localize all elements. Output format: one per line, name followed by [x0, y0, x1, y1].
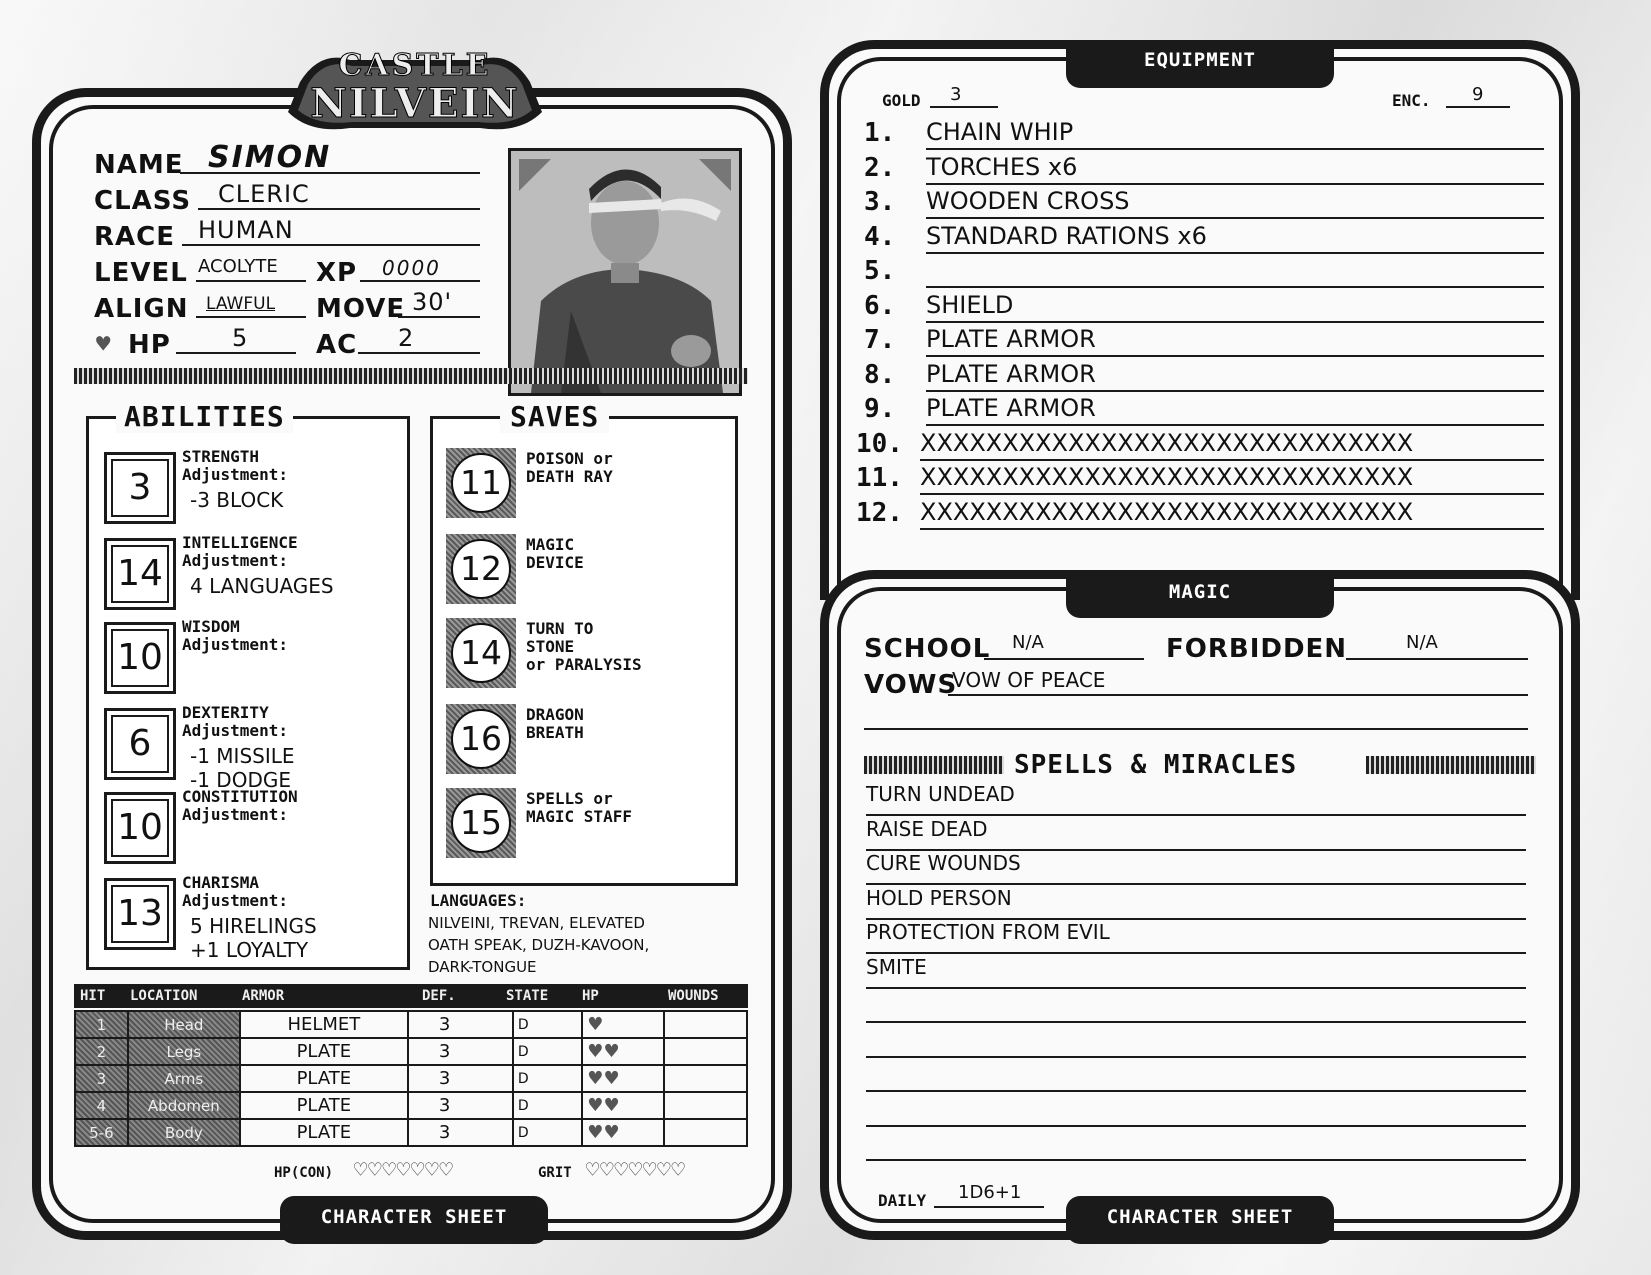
ability-name: WISDOM — [182, 617, 240, 636]
hp-line — [176, 352, 296, 354]
spell-line[interactable] — [866, 1127, 1526, 1161]
hit-table-row — [75, 1119, 747, 1146]
equipment-number: 5. — [864, 256, 896, 286]
magic-tab: MAGIC — [1066, 572, 1334, 618]
grit-tracker[interactable] — [586, 1158, 686, 1183]
ability-adjustment-label: Adjustment: — [182, 635, 288, 654]
state-cell[interactable]: D — [513, 1092, 582, 1119]
location-cell: Head — [128, 1011, 240, 1038]
wounds-cell[interactable] — [664, 1011, 747, 1038]
equipment-row — [864, 291, 1544, 325]
equipment-list — [856, 118, 1524, 548]
vows-value[interactable]: VOW OF PEACE — [952, 668, 1106, 692]
state-cell[interactable]: D — [513, 1119, 582, 1146]
align-value[interactable]: LAWFUL — [206, 294, 276, 314]
hp-heart-icon[interactable]: ♥ — [587, 1068, 604, 1089]
xp-value[interactable]: 0000 — [382, 256, 441, 280]
hit-table-header — [74, 984, 748, 1008]
right-footer-tab: CHARACTER SHEET — [1066, 1196, 1334, 1244]
equipment-number: 3. — [864, 187, 896, 217]
hp-heart-icon[interactable]: ♥ — [587, 1014, 604, 1035]
spell-line[interactable]: RAISE DEAD — [866, 817, 1526, 851]
equipment-item[interactable]: XXXXXXXXXXXXXXXXXXXXXXXXXXXXXX — [920, 498, 1544, 530]
wounds-cell[interactable] — [664, 1038, 747, 1065]
daily-line — [934, 1206, 1044, 1208]
equipment-row — [856, 497, 1544, 532]
vows-line-2 — [864, 728, 1528, 730]
def-cell: 3 — [408, 1092, 513, 1119]
header-divider — [74, 368, 748, 384]
spells-title: SPELLS & MIRACLES — [1014, 750, 1298, 780]
empty-heart-icon[interactable]: ♡ — [396, 1158, 410, 1183]
location-cell: Arms — [128, 1065, 240, 1092]
languages-label: LANGUAGES: — [430, 891, 527, 910]
vows-label: VOWS — [864, 670, 958, 700]
wounds-header: WOUNDS — [668, 988, 719, 1004]
school-value[interactable]: N/A — [1012, 632, 1044, 653]
ac-value[interactable]: 2 — [398, 324, 415, 352]
daily-label: DAILY — [878, 1191, 927, 1210]
heart-icon: ♥ — [96, 330, 111, 358]
def-cell: 3 — [408, 1038, 513, 1065]
hit-cell: 3 — [75, 1065, 128, 1092]
move-value[interactable]: 30' — [412, 288, 453, 316]
equipment-item[interactable]: STANDARD RATIONS x6 — [926, 222, 1544, 254]
logo-line1: CASTLE — [338, 48, 492, 83]
level-line — [196, 280, 306, 282]
hit-cell: 2 — [75, 1038, 128, 1065]
equipment-row — [856, 428, 1544, 463]
equipment-item[interactable] — [926, 256, 1544, 288]
equipment-row — [864, 222, 1544, 256]
save-label-line: TURN TO — [526, 619, 594, 638]
wounds-cell[interactable] — [664, 1119, 747, 1146]
location-header: LOCATION — [130, 988, 198, 1004]
ability-name: STRENGTH — [182, 447, 260, 466]
saves-title: SAVES — [500, 400, 609, 433]
spell-line[interactable]: CURE WOUNDS — [866, 851, 1526, 885]
ability-adjustment-note[interactable]: 4 LANGUAGES — [190, 574, 334, 598]
equipment-item[interactable]: PLATE ARMOR — [926, 394, 1544, 426]
empty-heart-icon[interactable]: ♡ — [411, 1158, 425, 1183]
state-header: STATE — [506, 988, 549, 1004]
hp-heart-icon[interactable]: ♥ — [587, 1041, 604, 1062]
spell-line[interactable]: SMITE — [866, 955, 1526, 989]
equipment-number: 8. — [864, 359, 896, 390]
languages-line-2: OATH SPEAK, DUZH-KAVOON, — [428, 936, 650, 954]
ability-adjustment-note[interactable]: +1 LOYALTY — [190, 938, 309, 962]
save-label-line: or PARALYSIS — [526, 655, 642, 674]
spell-line[interactable] — [866, 989, 1526, 1023]
empty-heart-icon[interactable]: ♡ — [382, 1158, 396, 1183]
save-badge[interactable] — [446, 618, 516, 688]
xp-line — [360, 280, 480, 282]
languages-line-3: DARK-TONGUE — [428, 958, 537, 976]
logo-line2: NILVEIN — [310, 80, 520, 127]
align-label: ALIGN — [94, 294, 189, 324]
hit-table-row — [75, 1065, 747, 1092]
vows-line — [948, 694, 1528, 696]
languages-line-1: NILVEINI, TREVAN, ELEVATED — [428, 914, 645, 932]
race-line — [182, 244, 480, 246]
save-label-line: STONE — [526, 637, 575, 656]
equipment-number: 1. — [864, 118, 896, 148]
equipment-row — [864, 360, 1544, 394]
equipment-item[interactable]: TORCHES x6 — [926, 153, 1544, 185]
hp-cell[interactable] — [582, 1011, 664, 1038]
armor-cell: HELMET — [240, 1011, 408, 1038]
equipment-item[interactable]: PLATE ARMOR — [926, 325, 1544, 357]
class-value[interactable]: CLERIC — [218, 180, 310, 208]
save-label-line: DEVICE — [526, 553, 584, 572]
ac-label: AC — [316, 330, 358, 360]
state-cell[interactable]: D — [513, 1038, 582, 1065]
equipment-number: 2. — [864, 152, 896, 183]
ability-adjustment-note[interactable]: 5 HIRELINGS — [190, 914, 317, 938]
hp-cell[interactable] — [582, 1065, 664, 1092]
character-portrait — [508, 148, 742, 396]
equipment-row — [864, 153, 1544, 187]
class-line — [198, 208, 480, 210]
spells-divider-right — [1366, 756, 1536, 774]
empty-heart-icon[interactable]: ♡ — [628, 1158, 642, 1183]
race-value[interactable]: HUMAN — [198, 216, 294, 244]
ability-name: CONSTITUTION — [182, 787, 298, 806]
gold-line — [930, 106, 998, 108]
save-label-line: MAGIC STAFF — [526, 807, 632, 826]
spell-line[interactable]: HOLD PERSON — [866, 886, 1526, 920]
empty-heart-icon[interactable]: ♡ — [368, 1158, 382, 1183]
hp-heart-icon[interactable]: ♥ — [603, 1068, 620, 1089]
equipment-number: 9. — [864, 394, 896, 424]
equipment-number: 4. — [864, 221, 896, 252]
portrait-illustration — [511, 151, 739, 393]
name-label: NAME — [94, 150, 184, 180]
gold-label: GOLD — [882, 91, 921, 110]
def-cell: 3 — [408, 1065, 513, 1092]
save-badge[interactable] — [446, 534, 516, 604]
enc-value[interactable]: 9 — [1472, 84, 1484, 105]
save-badge[interactable] — [446, 788, 516, 858]
save-badge[interactable] — [446, 704, 516, 774]
school-line — [984, 658, 1144, 660]
equipment-item[interactable]: SHIELD — [926, 291, 1544, 323]
location-cell: Body — [128, 1119, 240, 1146]
armor-cell: PLATE — [240, 1092, 408, 1119]
move-label: MOVE — [316, 294, 406, 324]
empty-heart-icon[interactable]: ♡ — [439, 1158, 453, 1183]
ability-score[interactable]: 14 — [104, 538, 176, 610]
spell-line[interactable] — [866, 1058, 1526, 1092]
daily-value[interactable]: 1D6+1 — [958, 1182, 1022, 1203]
save-label-line: SPELLS or — [526, 789, 613, 808]
def-cell: 3 — [408, 1011, 513, 1038]
empty-heart-icon[interactable]: ♡ — [657, 1158, 671, 1183]
ac-line — [358, 352, 480, 354]
empty-heart-icon[interactable]: ♡ — [425, 1158, 439, 1183]
gold-value[interactable]: 3 — [950, 84, 962, 105]
empty-heart-icon[interactable]: ♡ — [614, 1158, 628, 1183]
armor-cell: PLATE — [240, 1119, 408, 1146]
empty-heart-icon[interactable]: ♡ — [643, 1158, 657, 1183]
spell-list — [866, 782, 1530, 1172]
hit-location-table — [74, 1010, 748, 1147]
equipment-item[interactable]: WOODEN CROSS — [926, 187, 1544, 219]
save-value[interactable]: 11 — [451, 453, 511, 513]
spell-line[interactable] — [866, 1093, 1526, 1127]
empty-heart-icon[interactable]: ♡ — [600, 1158, 614, 1183]
empty-heart-icon[interactable]: ♡ — [354, 1158, 368, 1183]
equipment-row — [864, 118, 1544, 152]
abilities-title: ABILITIES — [116, 400, 293, 433]
equipment-number: 12. — [856, 497, 903, 528]
ability-score[interactable]: 6 — [104, 708, 176, 780]
ability-adjustment-note[interactable]: -1 MISSILE — [190, 744, 295, 768]
hit-table-row — [75, 1038, 747, 1065]
hit-cell: 1 — [75, 1011, 128, 1038]
ability-adjustment-label: Adjustment: — [182, 891, 288, 910]
align-line — [196, 316, 306, 318]
equipment-item[interactable]: PLATE ARMOR — [926, 360, 1544, 392]
level-label: LEVEL — [94, 258, 188, 288]
hp-cell[interactable] — [582, 1119, 664, 1146]
hp-value[interactable]: 5 — [232, 324, 249, 352]
ability-adjustment-note[interactable]: -3 BLOCK — [190, 488, 284, 512]
hp-heart-icon[interactable]: ♥ — [587, 1095, 604, 1116]
location-cell: Abdomen — [128, 1092, 240, 1119]
hp-label: HP — [128, 330, 171, 360]
ability-name: INTELLIGENCE — [182, 533, 298, 552]
state-cell[interactable]: D — [513, 1011, 582, 1038]
save-label-line: MAGIC — [526, 535, 575, 554]
equipment-number: 6. — [864, 290, 896, 321]
ability-score[interactable]: 3 — [104, 452, 176, 524]
spell-line[interactable]: TURN UNDEAD — [866, 782, 1526, 816]
save-label-line: BREATH — [526, 723, 584, 742]
ability-adjustment-label: Adjustment: — [182, 551, 288, 570]
save-badge[interactable] — [446, 448, 516, 518]
level-value[interactable]: ACOLYTE — [198, 256, 278, 277]
equipment-number: 7. — [864, 325, 896, 355]
hp-header: HP — [582, 988, 599, 1004]
ability-score[interactable]: 13 — [104, 878, 176, 950]
armor-cell: PLATE — [240, 1065, 408, 1092]
hp-heart-icon[interactable]: ♥ — [603, 1122, 620, 1143]
hit-header: HIT — [80, 988, 106, 1004]
class-label: CLASS — [94, 186, 192, 216]
forbidden-label: FORBIDDEN — [1166, 634, 1348, 664]
spell-line[interactable] — [866, 1024, 1526, 1058]
equipment-row — [864, 187, 1544, 221]
save-value[interactable]: 12 — [451, 539, 511, 599]
castle-nilvein-logo — [280, 42, 550, 136]
hit-table-row — [75, 1011, 747, 1038]
hp-con-tracker[interactable] — [354, 1158, 454, 1183]
ability-score[interactable]: 10 — [104, 792, 176, 864]
hit-cell: 4 — [75, 1092, 128, 1119]
equipment-number: 10. — [856, 428, 903, 459]
wounds-cell[interactable] — [664, 1065, 747, 1092]
school-label: SCHOOL — [864, 634, 991, 664]
equipment-item[interactable]: XXXXXXXXXXXXXXXXXXXXXXXXXXXXXX — [920, 429, 1544, 461]
ability-adjustment-label: Adjustment: — [182, 465, 288, 484]
equipment-number: 11. — [856, 463, 903, 493]
xp-label: XP — [316, 258, 358, 288]
enc-line — [1446, 106, 1510, 108]
save-label-line: DEATH RAY — [526, 467, 613, 486]
left-footer-tab: CHARACTER SHEET — [280, 1196, 548, 1244]
location-cell: Legs — [128, 1038, 240, 1065]
equipment-row — [864, 394, 1544, 428]
state-cell[interactable]: D — [513, 1065, 582, 1092]
hp-cell[interactable] — [582, 1092, 664, 1119]
equipment-row — [864, 256, 1544, 290]
equipment-row — [864, 325, 1544, 359]
move-line — [398, 316, 480, 318]
forbidden-value[interactable]: N/A — [1406, 632, 1438, 653]
def-cell: 3 — [408, 1119, 513, 1146]
ability-adjustment-label: Adjustment: — [182, 805, 288, 824]
ability-score[interactable]: 10 — [104, 622, 176, 694]
equipment-row — [856, 463, 1544, 497]
hp-heart-icon[interactable]: ♥ — [587, 1122, 604, 1143]
armor-header: ARMOR — [242, 988, 285, 1004]
def-header: DEF. — [422, 988, 456, 1004]
hp-cell[interactable] — [582, 1038, 664, 1065]
race-label: RACE — [94, 222, 175, 252]
save-value[interactable]: 15 — [451, 793, 511, 853]
empty-heart-icon[interactable]: ♡ — [586, 1158, 600, 1183]
forbidden-line — [1346, 658, 1528, 660]
name-value[interactable]: SIMON — [208, 140, 332, 175]
enc-label: ENC. — [1392, 91, 1431, 110]
ability-name: CHARISMA — [182, 873, 260, 892]
save-label-line: DRAGON — [526, 705, 584, 724]
ability-adjustment-note[interactable]: -1 DODGE — [190, 768, 291, 792]
save-label-line: POISON or — [526, 449, 613, 468]
hp-con-label: HP(CON) — [274, 1165, 334, 1181]
hit-cell: 5-6 — [75, 1119, 128, 1146]
hp-heart-icon[interactable]: ♥ — [603, 1095, 620, 1116]
save-value[interactable]: 16 — [451, 709, 511, 769]
wounds-cell[interactable] — [664, 1092, 747, 1119]
hp-heart-icon[interactable]: ♥ — [603, 1041, 620, 1062]
equipment-item[interactable]: XXXXXXXXXXXXXXXXXXXXXXXXXXXXXX — [920, 463, 1544, 495]
save-value[interactable]: 14 — [451, 623, 511, 683]
empty-heart-icon[interactable]: ♡ — [671, 1158, 685, 1183]
equipment-item[interactable]: CHAIN WHIP — [926, 118, 1544, 150]
hit-table-row — [75, 1092, 747, 1119]
grit-label: GRIT — [538, 1165, 572, 1181]
ability-adjustment-label: Adjustment: — [182, 721, 288, 740]
spell-line[interactable]: PROTECTION FROM EVIL — [866, 920, 1526, 954]
ability-name: DEXTERITY — [182, 703, 269, 722]
spells-divider-left — [864, 756, 1004, 774]
armor-cell: PLATE — [240, 1038, 408, 1065]
equipment-tab: EQUIPMENT — [1066, 40, 1334, 88]
